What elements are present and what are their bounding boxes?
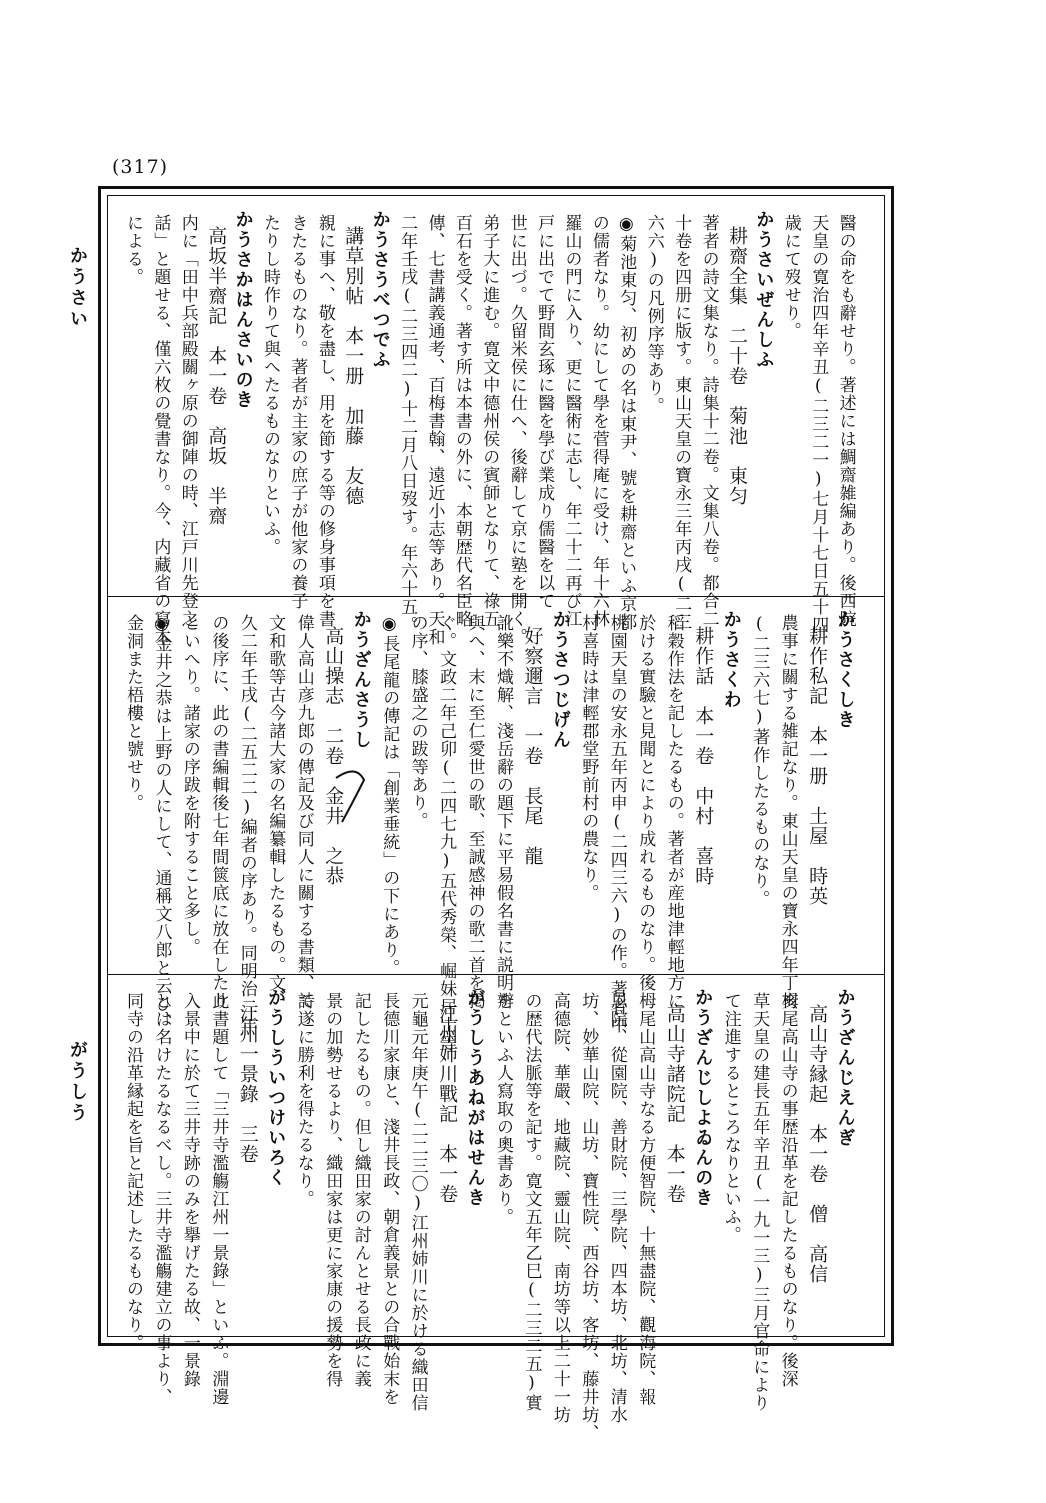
entry-title-line: 高山寺諸院記 本一卷 [663,1004,686,1204]
page-number: (317) [112,156,169,178]
text-column: 羅山の門に入り、更に醫術に志し、年二十二再び江 [561,214,582,628]
text-column: て注進するところなりといふ。 [720,992,741,1244]
text-column: 話」と題せる、僅六枚の覺書なり。今、内藏省の寫本 [150,214,171,646]
section-top [108,196,884,646]
text-column: 偉人高山彦九郎の傳記及び同人に關する書類、詩 [293,614,314,1010]
text-column: 桃園天皇の安永五年丙申(二四三六)の作。著者中 [606,614,627,1034]
section-bottom [108,974,884,1442]
entry-title-line: 耕作私記 本一册 土屋 時英 [806,626,829,906]
side-label-bottom: がうしう [67,1040,88,1124]
text-column: 村喜時は津輕郡堂野前村の農なり。 [578,614,599,902]
text-column: 此書題して「三井寺濫觴江州一景錄」といふ。淵邊 [208,992,229,1406]
text-column: 訛樂不熾解、淺岳辭の題下に平易假名書に説明を [493,614,513,1010]
side-label-top: かうさい [67,246,88,330]
text-column: 與へ、末に至仁愛世の歌、至誠感神の歌二首を掲 [464,614,485,1010]
text-column: 歳にて歿せり。 [780,214,801,340]
entry-reading-heading: かうざんさうし [350,610,372,750]
entry-reading-heading: がうしういつけいろく [265,988,287,1188]
text-column: ◉菊池東匀、初めの名は東尹、號を耕齋といふ京都 [616,214,637,631]
text-column: 栂尾高山寺の事歴沿革を記したるものなり。後深 [777,992,798,1388]
text-column: たりし時作りて與へたるものなりといふ。 [260,214,280,556]
text-column: 天皇の寛治四年辛丑(二三二一)七月十七日五十四 [808,214,829,634]
text-column: 百石を受く。著す所は本書の外に、本朝歴代名臣略 [451,214,472,628]
text-column: 高德院、華嚴、地藏院、靈山院、南坊等以上二十一坊 [549,992,570,1424]
text-column: の序、膝盛之の跋等あり。 [407,614,428,830]
entry-title-line: 高山寺縁起 本一卷 僧 高信 [806,1004,829,1284]
text-column: 入景中に於て三井寺跡のみを擧げたる故、一景錄 [179,992,200,1388]
text-column: 稻穀作法を記したるもの。著者が産地津輕地方に [663,614,684,1010]
entry-reading-heading: かうさいぜんしふ [753,210,775,370]
text-column: 傳、七書講義通考、百梅書翰、遠近小志等あり。天和 [424,214,445,646]
text-column: 農事に關する雑記なり。東山天皇の寶永四年丁亥 [777,614,798,1010]
entry-reading-heading: がうしうあねがはせんき [464,988,486,1208]
section-middle [108,596,884,1052]
text-column: (二三六七)著作したるものなり。 [749,614,770,908]
entry-title-line: 講草別帖 本一册 加藤 友德 [342,226,365,506]
text-column: 辨といふ人寫取の奧書あり。 [493,992,513,1226]
text-column: 二年壬戌(二三四二)十二月八日歿す。年六十五。 [397,214,418,634]
text-column: といへり。諸家の序跋を附すること多し。 [179,614,200,956]
entry-title-line: 高山操志 二卷 金井 之恭 [322,626,345,886]
text-column: ◉金井之恭は上野の人にして、通稱文八郎と云ひ、 [151,614,172,1031]
text-column: て遂に勝利を得たるなり。 [293,992,314,1208]
entry-title-line: 高坂半齋記 本一卷 高坂 半齋 [205,226,228,526]
text-column: ◉長尾龍の傳記は「創業垂統」の下にあり。 [379,614,400,977]
text-column: 内に「田中兵部殿關ヶ原の御陣の時、江戸川先登之 [177,214,198,628]
handwritten-mark [330,760,380,830]
dictionary-frame [98,186,894,1442]
text-column: 同寺の沿革縁起を旨と記述したるものなり。 [123,992,143,1352]
dictionary-inner-border [107,195,885,1442]
text-column: 醫の命をも辭せり。著述には鯛齋雑編あり。後西院 [835,214,856,628]
text-column: 久二年壬戌(二五二二)編者の序あり。同明治二年 [236,614,257,1034]
text-column: 金洞また梧樓と號せり。 [123,614,143,812]
text-column: 長德川家康と、淺井長政、朝倉義景との合戰始末を [379,992,400,1406]
entry-reading-heading: かうざんじしよゐんのき [692,988,714,1208]
text-column: 著者の詩文集なり。詩集十二卷。文集八卷。都合二 [698,214,719,628]
text-column: の儒者なり。幼にして學を菅得庵に受け、年十六林 [588,214,609,628]
text-column: の後序に、此の書編輯後七年間篋底に放在したり [208,614,229,1010]
text-column: ぐ。文政二年己卯(二四七九)五代秀榮、崛妹居士等 [436,614,457,1052]
text-column: の歴代法脈等を記す。寛文五年乙巳(二三二五)實 [521,992,542,1412]
entry-reading-heading: かうさうべつでふ [369,210,391,370]
text-column: 恩院、從園院、善財院、三學院、四本坊、北坊、清水 [606,992,627,1424]
text-column: 六六)の凡例序等あり。 [643,214,664,415]
text-column: 坊、妙華山院、山坊、寶性院、西谷坊、客坊、藤井坊、 [578,992,599,1442]
text-column: 文和歌等古今諸大家の名編纂輯したるもの。文 [265,614,286,992]
text-column: 親に事へ、敬を盡し、用を節する等の修身事項を書 [314,214,335,628]
text-column: 景の加勢せるより、織田家は更に家康の援勢を得 [322,992,343,1388]
text-column: 元龜元年庚午(二二三〇)江州姉川に於ける織田信 [407,992,428,1412]
entry-reading-heading: かうさつじげん [549,610,571,750]
entry-reading-heading: かうさくわ [720,610,742,710]
text-column: 戸に出でて野間玄琢に醫を學び業成り儒醫を以て [534,214,555,610]
text-column: 世に出づ。久留米侯に仕へ、後辭して京に塾を開く。 [506,214,527,646]
text-column: 記したるもの。但し織田家の討んとせる長政に義 [350,992,371,1388]
entry-reading-heading: かうさかはんさいのき [232,210,254,410]
text-column: 草天皇の建長五年辛丑(一九一三)三月官命により [749,992,770,1412]
text-column: とは名けたるなるべし。三井寺濫觴建立の事より、 [151,992,172,1406]
entry-reading-heading: かうさくしき [834,610,856,730]
entry-reading-heading: かうざんじえんぎ [834,988,856,1148]
text-column: 弟子大に進む。寛文中德州侯の賓師となりて、祿五 [479,214,500,628]
entry-title-line: 江州一景錄 三卷 [236,1004,259,1164]
text-column: 栂尾山高山寺なる方便智院、十無盡院、觀海院、報 [635,992,656,1406]
text-column: による。 [123,214,143,286]
text-column: 十卷を四册に版す。東山天皇の寶永三年丙戌(二三 [671,214,692,631]
entry-title-line: 好察邇言 一卷 長尾 龍 [521,626,544,866]
text-column: 於ける實驗と見聞とにより成れるものなり。後 [635,614,656,992]
entry-title-line: 耕齋全集 二十卷 菊池 東匀 [726,226,748,506]
entry-title-line: 耕作話 本一卷 中村 喜時 [692,626,715,886]
entry-title-line: 江州姉川戰記 本一卷 [436,1004,459,1204]
text-column: きたるものなり。著者が主家の庶子が他家の養子 [287,214,308,610]
